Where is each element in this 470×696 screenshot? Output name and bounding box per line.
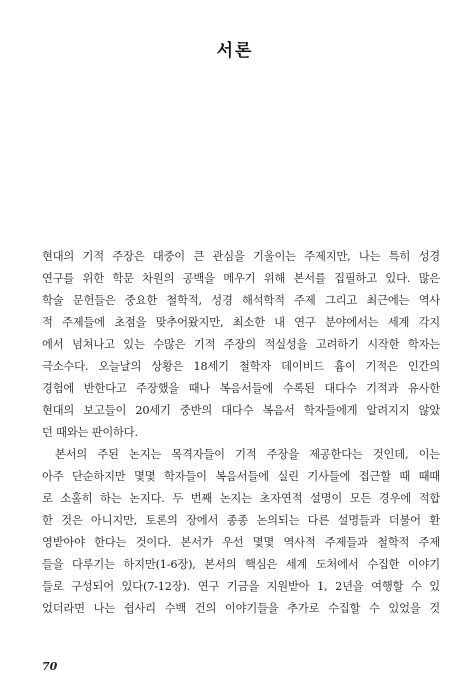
chapter-title: 서론: [216, 41, 254, 61]
page-number: 70: [42, 660, 58, 673]
text-line: 던 때와는 판이하다.: [42, 426, 138, 439]
text-line: 었더라면 나는 쉽사리 수백 건의 이야기들을 추가로 수집할 수 있었을 것: [42, 602, 440, 615]
text-line: 에서 넘쳐나고 있는 수많은 기적 주장의 적실성을 고려하기 시작한 학자는: [42, 338, 440, 351]
text-line: 경험에 반한다고 주장했을 때나 복음서들에 수록된 대다수 기적과 유사한: [42, 382, 440, 395]
paragraph-1: [42, 246, 440, 444]
body-text: [42, 246, 440, 620]
text-line: 적 주제들에 초점을 맞추어왔지만, 최소한 내 연구 분야에서는 세계 각지: [42, 316, 440, 329]
text-line: 들로 구성되어 있다(7-12장). 연구 기금을 지원받아 1, 2년을 여행할 수 있: [42, 580, 440, 593]
text-line: 본서의 주된 논지는 목격자들이 기적 주장을 제공한다는 것인데, 이는: [55, 448, 440, 461]
paragraph-2: [42, 444, 440, 620]
text-line: 아주 단순하지만 몇몇 학자들이 복음서들에 실린 기사들에 접근할 때 때때: [42, 470, 440, 483]
text-line: 로 소홀히 하는 논지다. 두 번째 논지는 초자연적 설명이 모든 경우에 적합: [42, 492, 440, 505]
text-line: 학술 문헌들은 중요한 철학적, 성경 해석학적 주제 그리고 최근에는 역사: [42, 294, 440, 307]
text-line: 현대의 보고들이 20세기 중반의 대다수 복음서 학자들에게 알려지지 않았: [42, 404, 440, 417]
text-line: 들을 다루기는 하지만(1-6장), 본서의 핵심은 세계 도처에서 수집한 이야기: [42, 558, 440, 571]
text-line: 극소수다. 오늘날의 상황은 18세기 철학자 데이비드 흄이 기적은 인간의: [42, 360, 440, 373]
text-line: 한 것은 아니지만, 토론의 장에서 종종 논의되는 다른 설명들과 더불어 환: [42, 514, 440, 527]
text-line: 연구를 위한 학문 차원의 공백을 메우기 위해 본서를 집필하고 있다. 많은: [42, 272, 440, 285]
text-line: 현대의 기적 주장은 대중이 큰 관심을 기울이는 주제지만, 나는 특히 성경: [42, 250, 440, 263]
text-line: 영받아야 한다는 것이다. 본서가 우선 몇몇 역사적 주제들과 철학적 주제: [42, 536, 440, 549]
